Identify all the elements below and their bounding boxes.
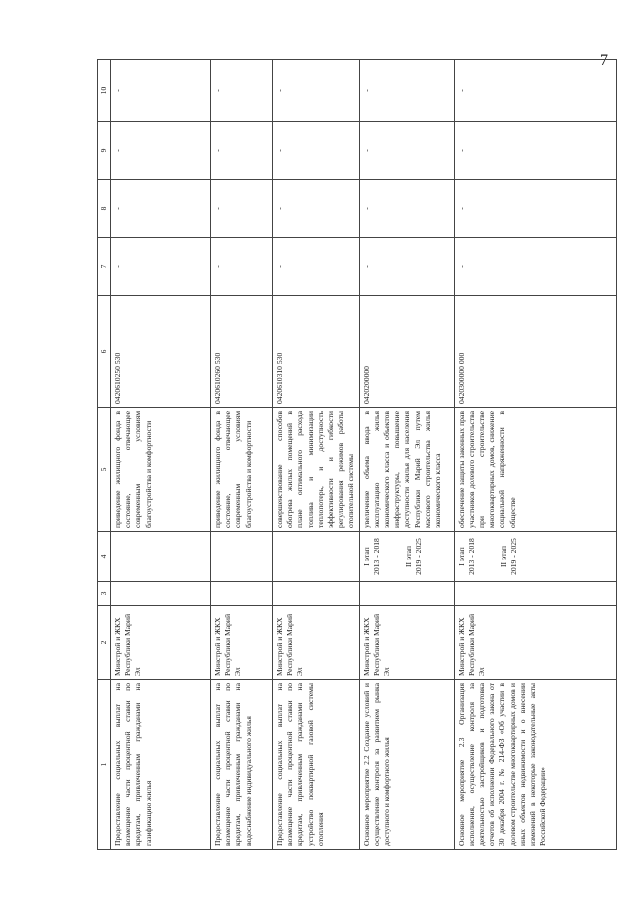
budget-code: 0420300000 000 bbox=[454, 296, 616, 408]
budget-code: 0420610260 530 bbox=[211, 296, 273, 408]
col7-value: - bbox=[454, 238, 616, 296]
col-header-10: 10 bbox=[98, 60, 111, 122]
table-row bbox=[359, 60, 454, 850]
col-header-4: 4 bbox=[98, 532, 111, 582]
col-header-6: 6 bbox=[98, 296, 111, 408]
col9-value: - bbox=[111, 122, 211, 180]
expected-result: увеличение объема ввода в эксплуатацию жилья экономического класса и объектов инфраструктуры, повышение доступности жилья для населения Республики Марий Эл путем массового строительства жилья экономического класса bbox=[359, 408, 454, 532]
col8-value: - bbox=[211, 180, 273, 238]
responsible-executor: Минстрой и ЖКХ Республики Марий Эл bbox=[359, 606, 454, 680]
col3-cell bbox=[454, 582, 616, 606]
col-header-3: 3 bbox=[98, 582, 111, 606]
stage-2-label: II этап bbox=[499, 546, 509, 567]
col8-value: - bbox=[359, 180, 454, 238]
stage-1-years: 2013 - 2018 bbox=[466, 538, 476, 575]
budget-code: 0420610250 530 bbox=[111, 296, 211, 408]
col-header-5: 5 bbox=[98, 408, 111, 532]
responsible-executor: Минстрой и ЖКХ Республики Марий Эл bbox=[111, 606, 211, 680]
activity-name: Основное мероприятие 2.3 Организация исполнения, осуществление контроля за деятельностью застройщиков и подготовка отчетов об исполнении Федерального закона от 30 декабря 2004 г. № 214-ФЗ «Об участии в долевом строительстве многоквартирных домов и иных объектов недвижимости и о внесении изменений в некоторые законодательные акты Российской Федерации» bbox=[454, 680, 616, 850]
expected-result: обеспечение защиты законных прав участников долевого строительства при строительстве многоквартирных домов, снижение социальной напряженности в обществе bbox=[454, 408, 616, 532]
col8-value: - bbox=[454, 180, 616, 238]
col8-value: - bbox=[273, 180, 360, 238]
stage-2-label: II этап bbox=[404, 546, 414, 567]
activity-name: Предоставление социальных выплат на возмещение части процентной ставки по кредитам, привлеченным гражданами на газификацию жилья bbox=[111, 680, 211, 850]
activity-name: Предоставление социальных выплат на возмещение части процентной ставки по кредитам, привлеченным гражданами на водоснабжение индивидуального жилья bbox=[211, 680, 273, 850]
table-row bbox=[454, 60, 616, 850]
col10-value: - bbox=[359, 60, 454, 122]
responsible-executor: Минстрой и ЖКХ Республики Марий Эл bbox=[273, 606, 360, 680]
period-cell bbox=[273, 532, 360, 582]
col9-value: - bbox=[454, 122, 616, 180]
stage-1-label: I этап bbox=[456, 547, 466, 566]
period-cell bbox=[454, 532, 616, 582]
responsible-executor: Минстрой и ЖКХ Республики Марий Эл bbox=[211, 606, 273, 680]
stage-2-years: 2019 - 2025 bbox=[509, 538, 519, 575]
col3-cell bbox=[111, 582, 211, 606]
responsible-executor: Минстрой и ЖКХ Республики Марий Эл bbox=[454, 606, 616, 680]
table-row bbox=[273, 60, 360, 850]
period-cell bbox=[211, 532, 273, 582]
col7-value: - bbox=[111, 238, 211, 296]
stage-1-label: I этап bbox=[361, 547, 371, 566]
col-header-2: 2 bbox=[98, 606, 111, 680]
rotated-table-container bbox=[97, 60, 617, 850]
table-row bbox=[211, 60, 273, 850]
col-header-9: 9 bbox=[98, 122, 111, 180]
header-row bbox=[98, 60, 111, 850]
budget-code: 0420610310 530 bbox=[273, 296, 360, 408]
col3-cell bbox=[273, 582, 360, 606]
period-cell bbox=[359, 532, 454, 582]
col9-value: - bbox=[273, 122, 360, 180]
page-number: 7 bbox=[600, 52, 608, 69]
budget-code: 0420200000 bbox=[359, 296, 454, 408]
col8-value: - bbox=[111, 180, 211, 238]
col3-cell bbox=[211, 582, 273, 606]
col7-value: - bbox=[273, 238, 360, 296]
col10-value: - bbox=[273, 60, 360, 122]
col-header-1: 1 bbox=[98, 680, 111, 850]
col9-value: - bbox=[211, 122, 273, 180]
period-cell bbox=[111, 532, 211, 582]
stage-1-years: 2013 - 2018 bbox=[371, 538, 381, 575]
col10-value: - bbox=[454, 60, 616, 122]
col-header-8: 8 bbox=[98, 180, 111, 238]
expected-result: приведение жилищного фонда в состояние, отвечающее современным условиям благоустройства и комфортности bbox=[111, 408, 211, 532]
col7-value: - bbox=[211, 238, 273, 296]
col9-value: - bbox=[359, 122, 454, 180]
table-row bbox=[111, 60, 211, 850]
col7-value: - bbox=[359, 238, 454, 296]
program-activities-table bbox=[97, 59, 617, 850]
activity-name: Предоставление социальных выплат на возмещение части процентной ставки по кредитам, привлеченным гражданами на устройство поквартирной газовой системы отопления bbox=[273, 680, 360, 850]
col10-value: - bbox=[111, 60, 211, 122]
activity-name: Основное мероприятие 2.2 Создание условий и осуществление контроля за развитием рынка доступного и комфортного жилья bbox=[359, 680, 454, 850]
col3-cell bbox=[359, 582, 454, 606]
expected-result: совершенствование способов обогрева жилых помещений в плане оптимального расхода топлива и минимизации теплопотерь, и доступность эффективности и гибкости регулирования режимов работы отопительной системы bbox=[273, 408, 360, 532]
col-header-7: 7 bbox=[98, 238, 111, 296]
col10-value: - bbox=[211, 60, 273, 122]
stage-2-years: 2019 - 2025 bbox=[414, 538, 424, 575]
expected-result: приведение жилищного фонда в состояние, отвечающее современным условиям благоустройства и комфортности bbox=[211, 408, 273, 532]
